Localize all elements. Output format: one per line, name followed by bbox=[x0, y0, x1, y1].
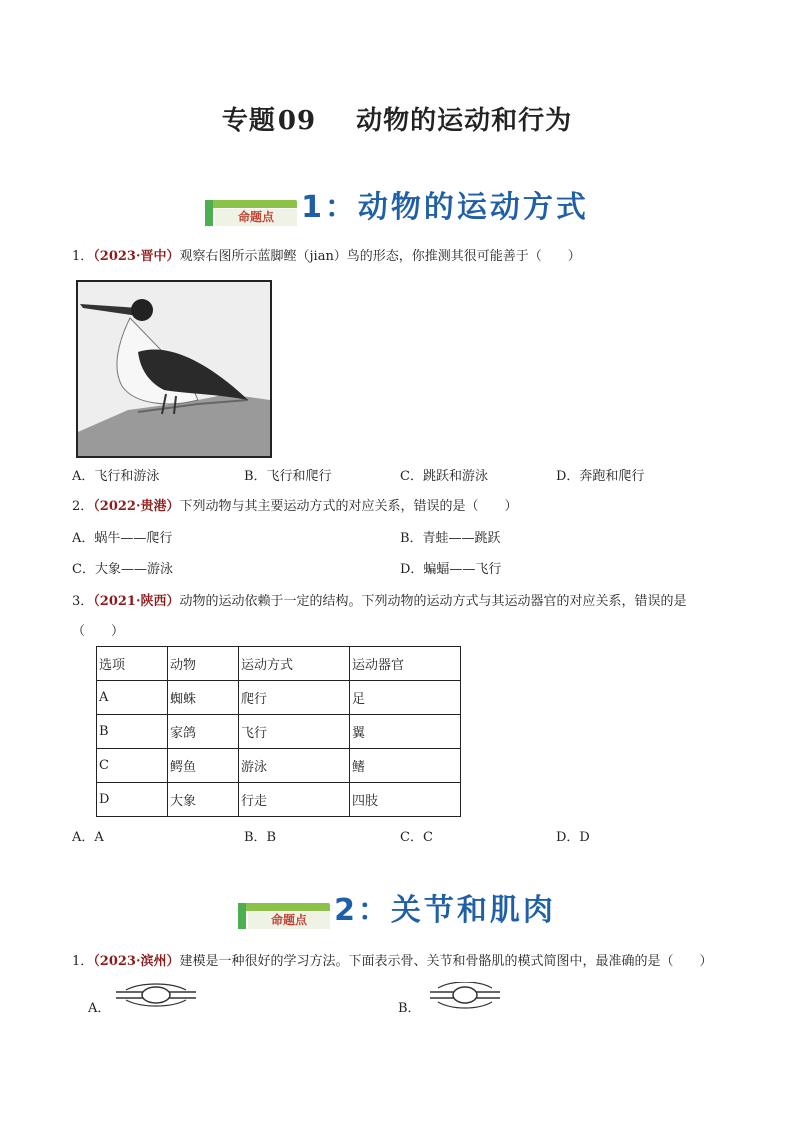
table-cell: 大象 bbox=[168, 783, 239, 817]
page-title bbox=[0, 100, 794, 137]
table-cell: 家鸽 bbox=[168, 715, 239, 749]
q3-option-b: B．B bbox=[244, 830, 277, 845]
badge-label: 命题点 bbox=[215, 209, 297, 226]
section-header-1 bbox=[0, 190, 794, 230]
section-title: 2：关节和肌肉 bbox=[334, 893, 556, 928]
question-3 bbox=[72, 592, 687, 612]
table-cell: 行走 bbox=[239, 783, 350, 817]
table-header-cell: 选项 bbox=[97, 647, 168, 681]
q2-option-b: B．青蛙——跳跃 bbox=[400, 531, 501, 546]
question-number: 2． bbox=[72, 499, 94, 514]
table-header-row bbox=[97, 647, 461, 681]
table-cell: 蜘蛛 bbox=[168, 681, 239, 715]
table-cell: B bbox=[97, 715, 168, 749]
question-number: 1． bbox=[72, 954, 94, 969]
table-cell: 鳄鱼 bbox=[168, 749, 239, 783]
table-cell: 足 bbox=[350, 681, 461, 715]
q3-option-d: D．D bbox=[556, 830, 590, 845]
table-row bbox=[97, 681, 461, 715]
q4-option-b: B． bbox=[398, 1001, 421, 1016]
question-3-bracket: （ ） bbox=[72, 624, 125, 639]
section-title: 1：动物的运动方式 bbox=[301, 190, 589, 225]
title-number: 09 bbox=[277, 106, 317, 136]
question-source: （2023·滨州） bbox=[93, 954, 180, 969]
title-text: 动物的运动和行为 bbox=[356, 106, 573, 136]
question-source: （2023·晋中） bbox=[93, 249, 180, 264]
question-2 bbox=[72, 497, 518, 517]
table-header-cell: 运动方式 bbox=[239, 647, 350, 681]
bone-joint-diagram-a bbox=[116, 982, 196, 1014]
booby-bird-image bbox=[76, 280, 272, 458]
question-text: 下列动物与其主要运动方式的对应关系，错误的是（ ） bbox=[179, 499, 518, 514]
question-source: （2021·陕西） bbox=[93, 594, 180, 609]
bone-joint-diagram-b bbox=[430, 982, 500, 1014]
question-number: 3． bbox=[72, 594, 94, 609]
table-cell: 游泳 bbox=[239, 749, 350, 783]
q1-option-b: B．飞行和爬行 bbox=[244, 469, 332, 484]
table-cell: 翼 bbox=[350, 715, 461, 749]
q2-option-c: C．大象——游泳 bbox=[72, 562, 173, 577]
q4-option-a: A． bbox=[88, 1001, 111, 1016]
badge-label: 命题点 bbox=[248, 912, 330, 929]
section-header-2 bbox=[0, 893, 794, 933]
table-header-cell: 运动器官 bbox=[350, 647, 461, 681]
q3-option-a: A．A bbox=[72, 830, 104, 845]
q2-option-d: D．蝙蝠——飞行 bbox=[400, 562, 502, 577]
table-row bbox=[97, 715, 461, 749]
q1-option-a: A．飞行和游泳 bbox=[72, 469, 160, 484]
title-prefix: 专题 bbox=[221, 106, 276, 136]
table-cell: 飞行 bbox=[239, 715, 350, 749]
table-cell: D bbox=[97, 783, 168, 817]
table-row bbox=[97, 783, 461, 817]
question-text: 建模是一种很好的学习方法。下面表示骨、关节和骨骼肌的模式简图中，最准确的是（ ） bbox=[179, 954, 713, 969]
motion-organ-table bbox=[96, 646, 461, 817]
table-cell: 爬行 bbox=[239, 681, 350, 715]
q2-option-a: A．蜗牛——爬行 bbox=[72, 531, 173, 546]
table-cell: C bbox=[97, 749, 168, 783]
q1-option-d: D．奔跑和爬行 bbox=[556, 469, 645, 484]
question-number: 1． bbox=[72, 249, 94, 264]
flag-badge-icon bbox=[205, 192, 297, 226]
question-4 bbox=[72, 952, 713, 972]
table-header-cell: 动物 bbox=[168, 647, 239, 681]
question-1 bbox=[72, 247, 581, 267]
flag-badge-icon bbox=[238, 895, 330, 929]
q3-option-c: C．C bbox=[400, 830, 433, 845]
question-source: （2022·贵港） bbox=[93, 499, 180, 514]
table-cell: 鳍 bbox=[350, 749, 461, 783]
table-cell: 四肢 bbox=[350, 783, 461, 817]
q1-option-c: C．跳跃和游泳 bbox=[400, 469, 488, 484]
question-text: 观察右图所示蓝脚鲣（jian）鸟的形态，你推测其很可能善于（ ） bbox=[179, 249, 581, 264]
table-cell: A bbox=[97, 681, 168, 715]
question-text: 动物的运动依赖于一定的结构。下列动物的运动方式与其运动器官的对应关系，错误的是 bbox=[179, 594, 687, 609]
table-row bbox=[97, 749, 461, 783]
